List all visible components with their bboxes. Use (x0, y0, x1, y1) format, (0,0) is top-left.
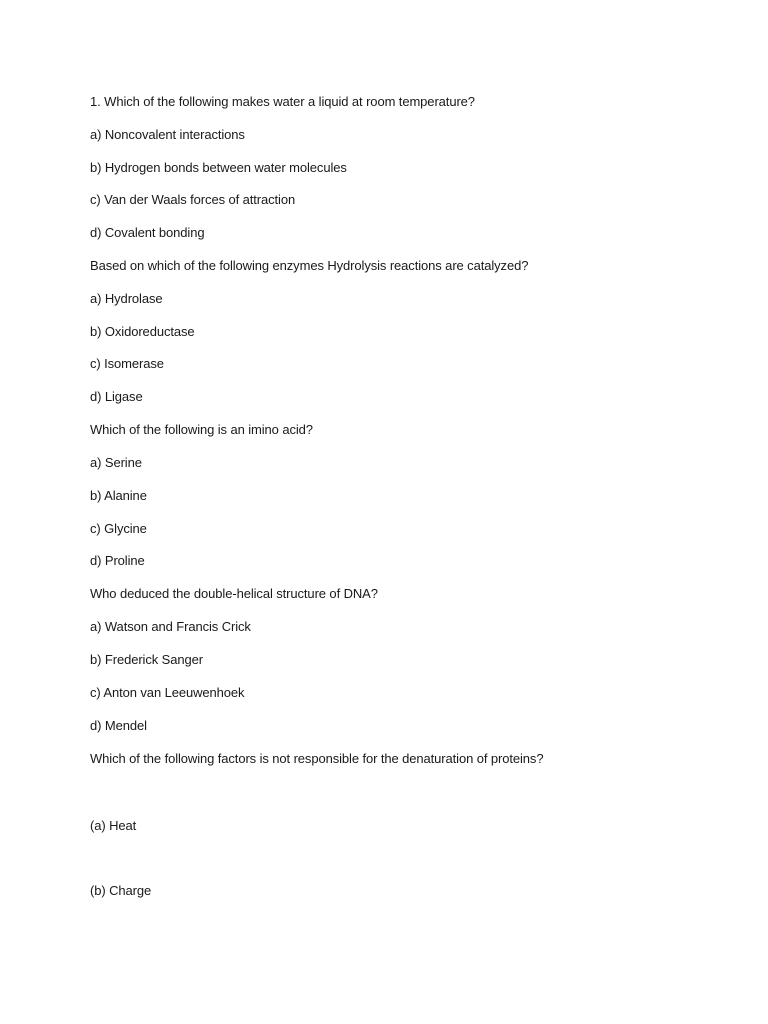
question-4-option-a: a) Watson and Francis Crick (90, 619, 251, 634)
question-5-option-b: (b) Charge (90, 883, 152, 898)
question-1-option-b: b) Hydrogen bonds between water molecules (90, 160, 347, 175)
question-1-option-c: c) Van der Waals forces of attraction (90, 192, 296, 207)
question-4-text: Who deduced the double-helical structure of DNA? (90, 586, 378, 601)
question-3-option-c: c) Glycine (90, 521, 147, 536)
question-3-text: Which of the following is an imino acid? (90, 422, 313, 437)
question-3-option-a: a) Serine (90, 455, 142, 470)
question-1-option-d: d) Covalent bonding (90, 225, 205, 240)
question-2-option-c: c) Isomerase (90, 356, 164, 371)
question-1-text: 1. Which of the following makes water a liquid at room temperature? (90, 94, 475, 109)
question-1-option-a: a) Noncovalent interactions (90, 127, 245, 142)
question-2-option-a: a) Hydrolase (90, 291, 163, 306)
question-4-option-c: c) Anton van Leeuwenhoek (90, 685, 245, 700)
question-5-text: Which of the following factors is not responsible for the denaturation of proteins? (90, 751, 544, 766)
question-2-option-b: b) Oxidoreductase (90, 324, 195, 339)
question-3-option-d: d) Proline (90, 553, 145, 568)
question-4-option-b: b) Frederick Sanger (90, 652, 203, 667)
question-3-option-b: b) Alanine (90, 488, 147, 503)
question-2-option-d: d) Ligase (90, 389, 143, 404)
question-4-option-d: d) Mendel (90, 718, 147, 733)
question-2-text: Based on which of the following enzymes Hydrolysis reactions are catalyzed? (90, 258, 529, 273)
question-5-option-a: (a) Heat (90, 818, 137, 833)
